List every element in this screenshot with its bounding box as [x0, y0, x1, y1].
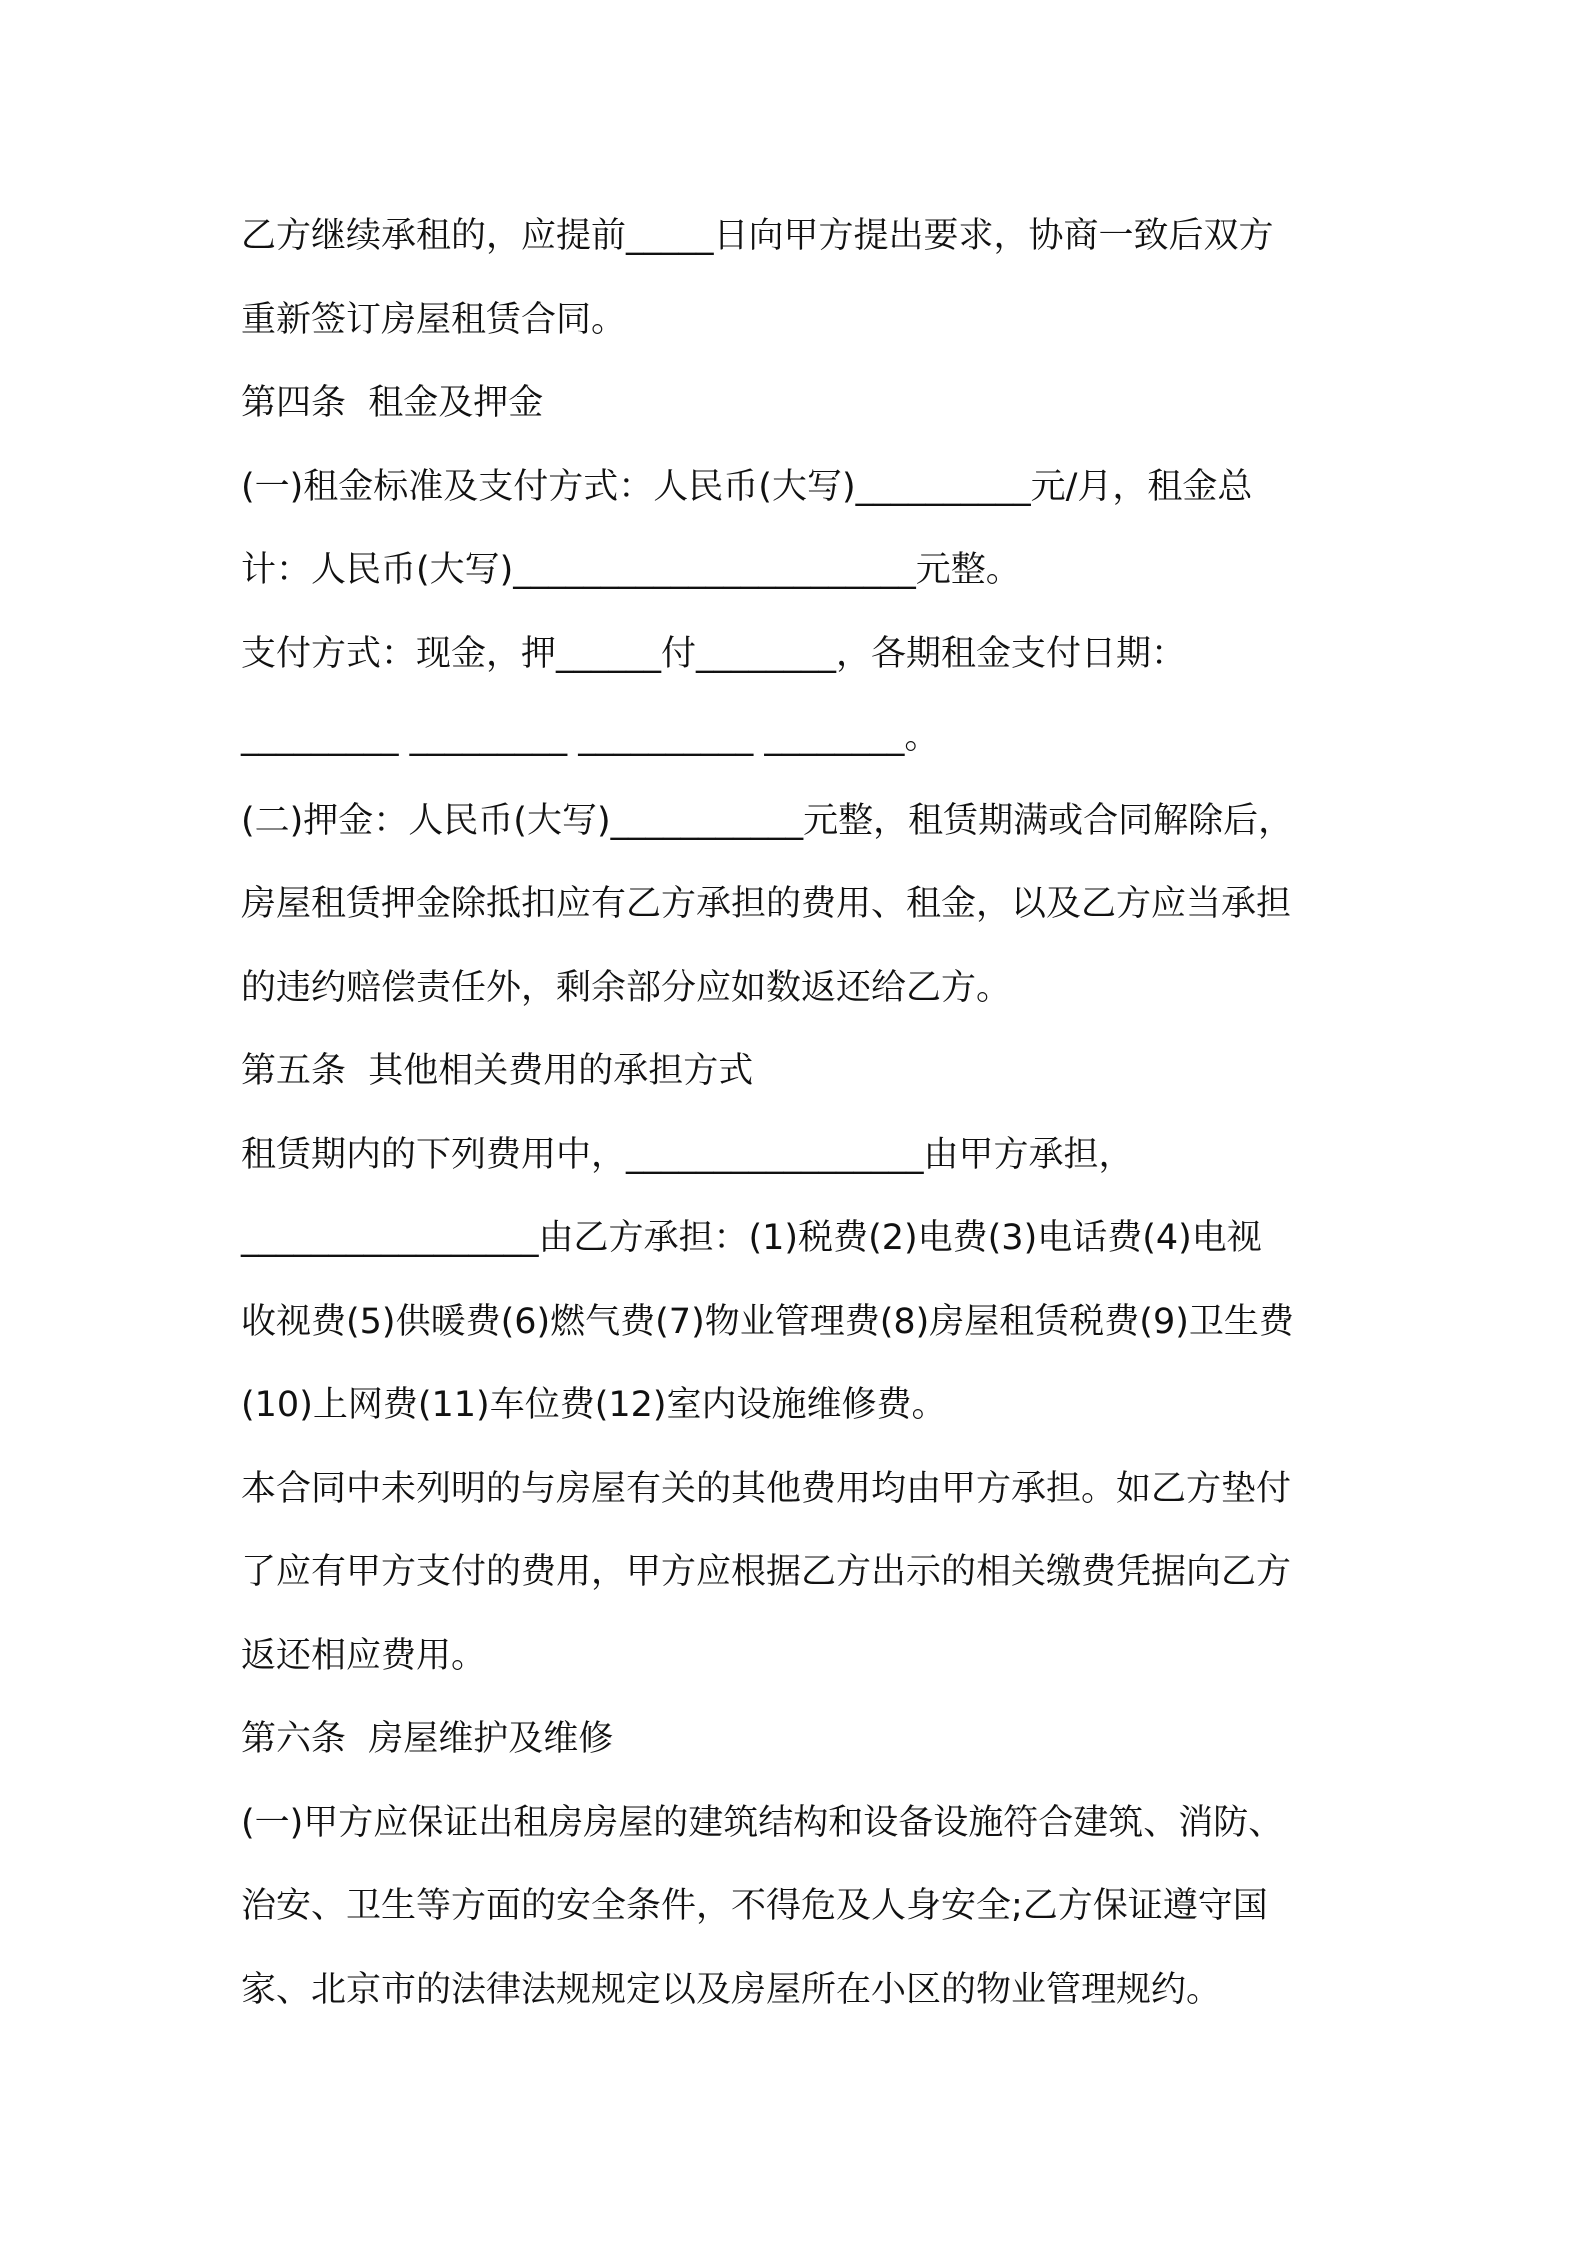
text-line: 房屋租赁押金除抵扣应有乙方承担的费用、租金，以及乙方应当承担: [241, 884, 1292, 924]
text-line: (一)甲方应保证出租房房屋的建筑结构和设备设施符合建筑、消防、: [241, 1802, 1284, 1843]
text-line: _________ _________ __________ ________。: [241, 717, 940, 757]
text-line: 本合同中未列明的与房屋有关的其他费用均由甲方承担。如乙方垫付: [241, 1468, 1292, 1509]
text-line: 收视费(5)供暖费(6)燃气费(7)物业管理费(8)房屋租赁税费(9)卫生费: [241, 1301, 1294, 1342]
text-line: 计：人民币(大写)_______________________元整。: [241, 550, 1021, 590]
text-line: 支付方式：现金，押______付________，各期租金支付日期：: [241, 633, 1187, 674]
text-line: 租赁期内的下列费用中，_________________由甲方承担，: [241, 1134, 1134, 1175]
text-line: 了应有甲方支付的费用，甲方应根据乙方出示的相关缴费凭据向乙方: [241, 1552, 1292, 1592]
text-line: 家、北京市的法律法规规定以及房屋所在小区的物业管理规约。: [241, 1969, 1222, 2010]
text-line: 的违约赔偿责任外，剩余部分应如数返还给乙方。: [241, 967, 1012, 1008]
text-line: (二)押金：人民币(大写)___________元整，租赁期满或合同解除后，: [241, 800, 1294, 841]
text-line: 重新签订房屋租赁合同。: [241, 299, 627, 340]
article-heading: 第六条 房屋维护及维修: [241, 1719, 614, 1759]
text-line: 返还相应费用。: [241, 1635, 487, 1676]
text-line: _________________由乙方承担：(1)税费(2)电费(3)电话费(4)电视: [241, 1218, 1262, 1258]
article-heading: 第四条 租金及押金: [241, 383, 544, 423]
text-line: 治安、卫生等方面的安全条件，不得危及人身安全;乙方保证遵守国: [241, 1886, 1268, 1926]
document-body: [241, 195, 1361, 2032]
article-heading: 第五条 其他相关费用的承担方式: [241, 1051, 754, 1091]
text-line: 乙方继续承租的，应提前_____日向甲方提出要求，协商一致后双方: [241, 216, 1274, 256]
text-line: (10)上网费(11)车位费(12)室内设施维修费。: [241, 1385, 947, 1425]
text-line: (一)租金标准及支付方式：人民币(大写)__________元/月，租金总: [241, 466, 1253, 507]
